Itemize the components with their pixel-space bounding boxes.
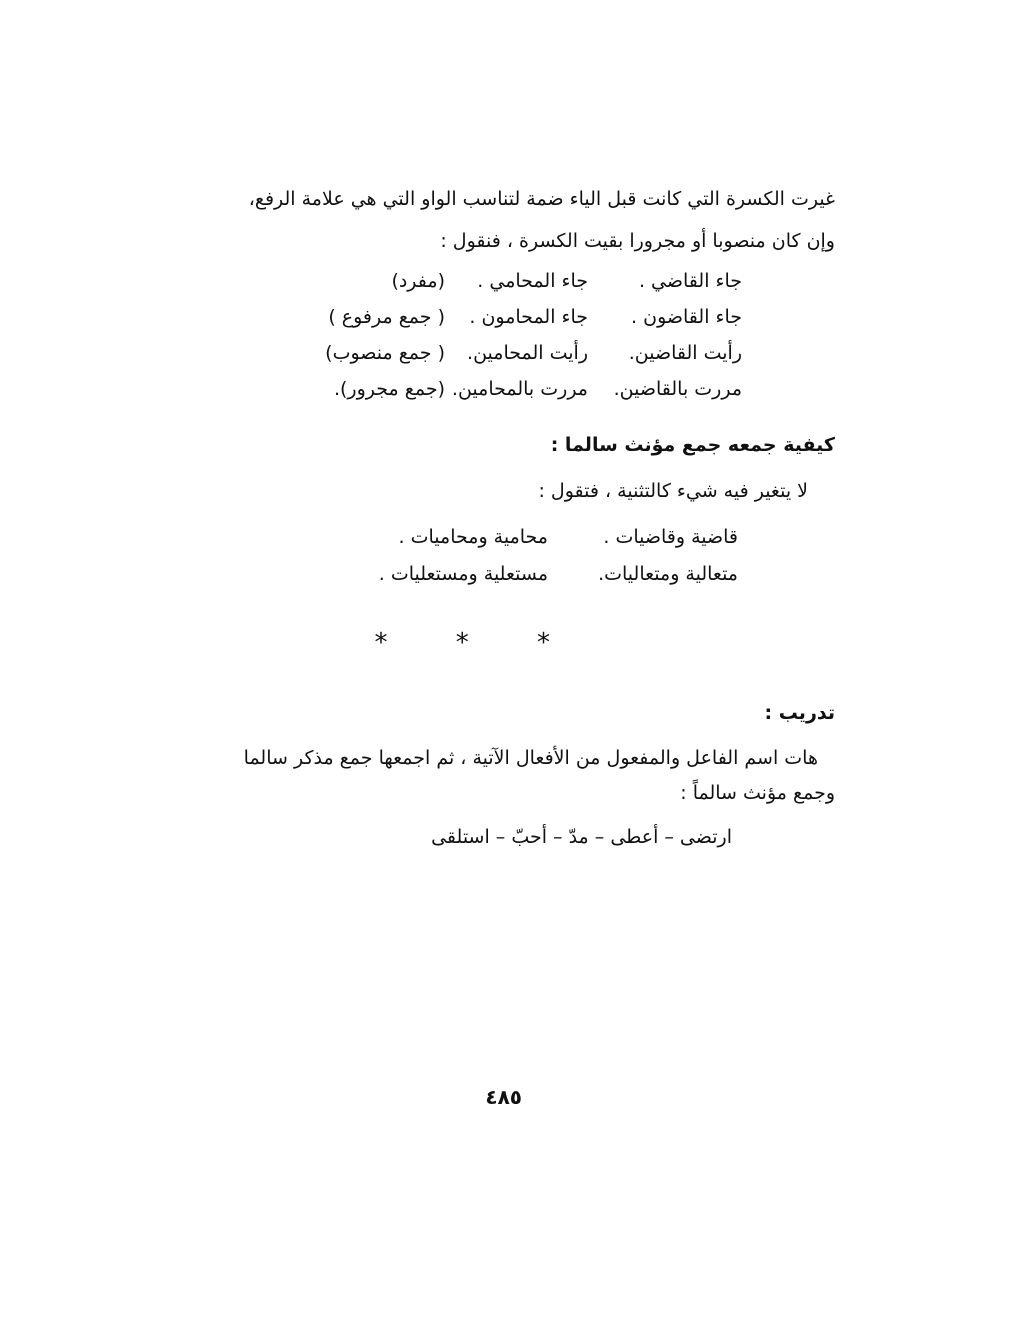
example-subject: جاء القاضون . bbox=[631, 306, 742, 328]
example-note: ( جمع منصوب) bbox=[325, 342, 445, 364]
example-note: ( جمع مرفوع ) bbox=[328, 306, 445, 328]
section-separator: * * * bbox=[374, 628, 580, 658]
example-subject-2: جاء المحامون . bbox=[469, 306, 588, 328]
section-heading: كيفية جمعه جمع مؤنث سالما : bbox=[550, 434, 835, 456]
intro-line-1: غيرت الكسرة التي كانت قبل الياء ضمة لتناسب الواو التي هي علامة الرفع، bbox=[248, 188, 835, 210]
example-subject: رأيت القاضين. bbox=[628, 342, 742, 364]
example-pair-2: مستعلية ومستعليات . bbox=[378, 563, 548, 585]
exercise-line-1: هات اسم الفاعل والمفعول من الأفعال الآتية ، ثم اجمعها جمع مذكر سالما bbox=[243, 747, 818, 769]
example-subject: جاء القاضي . bbox=[638, 270, 742, 292]
example-subject: مررت بالقاضين. bbox=[613, 378, 742, 400]
example-note: (مفرد) bbox=[391, 270, 445, 292]
intro-line-2: وإن كان منصوبا أو مجرورا بقيت الكسرة ، فنقول : bbox=[440, 230, 835, 252]
example-pair: متعالية ومتعاليات. bbox=[598, 563, 738, 585]
exercise-heading: تدريب : bbox=[764, 702, 835, 724]
example-subject-2: جاء المحامي . bbox=[477, 270, 588, 292]
example-subject-2: مررت بالمحامين. bbox=[451, 378, 588, 400]
section-intro: لا يتغير فيه شيء كالتثنية ، فتقول : bbox=[538, 480, 808, 502]
example-subject-2: رأيت المحامين. bbox=[467, 342, 588, 364]
exercise-line-2: وجمع مؤنث سالماً : bbox=[680, 782, 835, 804]
example-pair: قاضية وقاضيات . bbox=[603, 526, 738, 548]
page-number: ٤٨٥ bbox=[485, 1085, 522, 1109]
exercise-verbs: ارتضى – أعطى – مدّ – أحبّ – استلقى bbox=[431, 826, 732, 848]
example-note: (جمع مجرور). bbox=[333, 378, 445, 400]
example-pair-2: محامية ومحاميات . bbox=[398, 526, 548, 548]
